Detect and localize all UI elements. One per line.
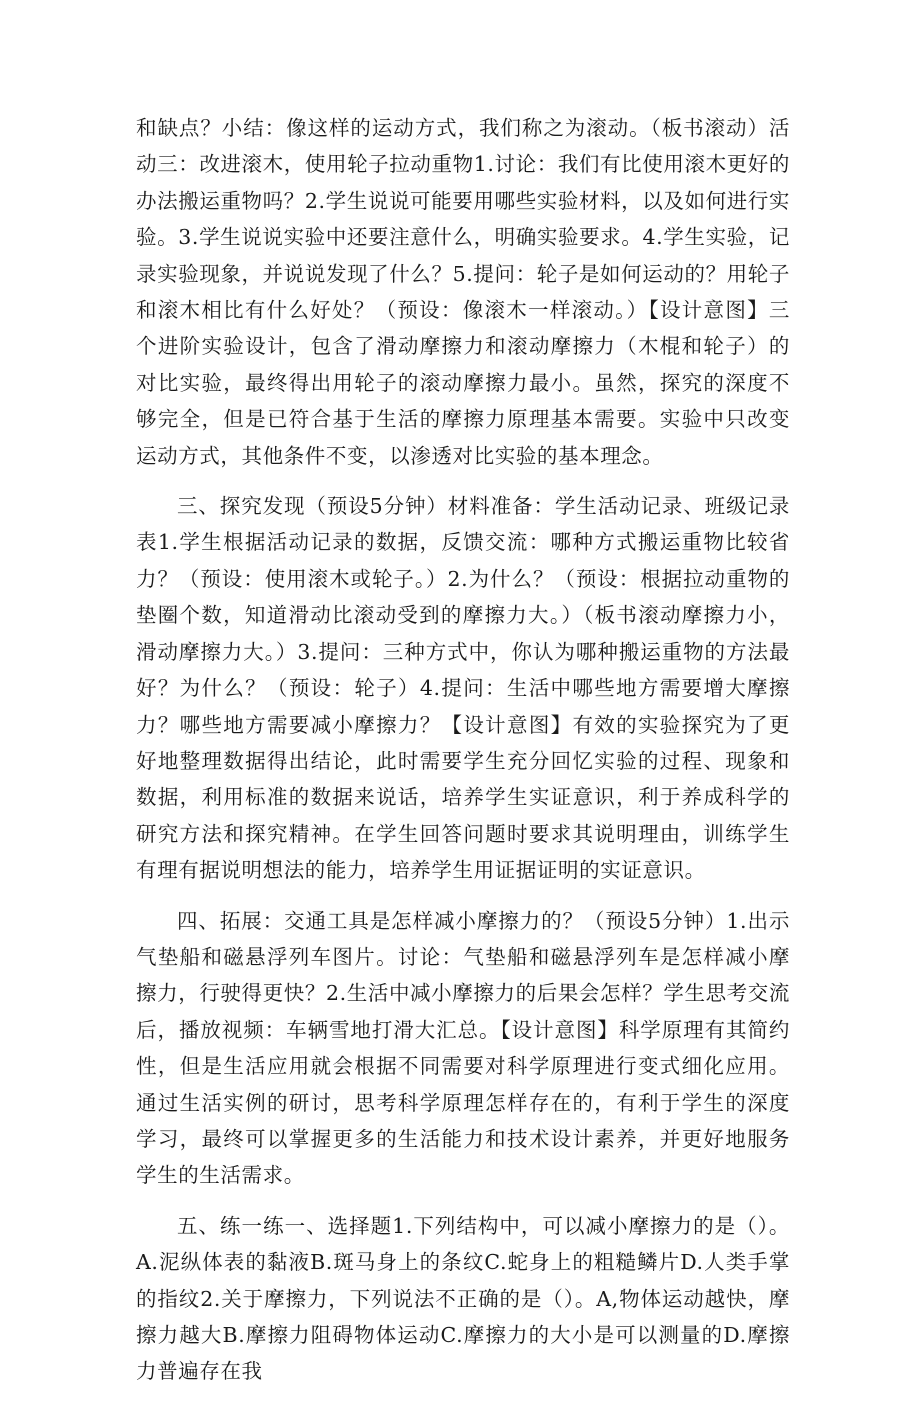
paragraph-exercises: 五、练一练一、选择题1.下列结构中，可以减小摩擦力的是（）。A.泥纵体表的黏液B.斑马身上的条纹C.蛇身上的粗糙鳞片D.人类手掌的指纹2.关于摩擦力，下列说法不正确的是（）。A,物体运动越快，摩擦力越大B.摩擦力阻碍物体运动C.摩擦力的大小是可以测量的D.摩擦力普遍存在我: [136, 1213, 790, 1384]
paragraph-explore-discover: 三、探究发现（预设5分钟）材料准备：学生活动记录、班级记录表1.学生根据活动记录的数据，反馈交流：哪种方式搬运重物比较省力？（预设：使用滚木或轮子。）2.为什么？（预设：根据拉动重物的垫圈个数，知道滑动比滚动受到的摩擦力大。）（板书滚动摩擦力小，滑动摩擦力大。）3.提问：三种方式中，你认为哪种搬运重物的方法最好？为什么？（预设：轮子）4.提问：生活中哪些地方需要增大摩擦力？哪些地方需要减小摩擦力？【设计意图】有效的实验探究为了更好地整理数据得出结论，此时需要学生充分回忆实验的过程、现象和数据，利用标准的数据来说话，培养学生实证意识，利于养成科学的研究方法和探究精神。在学生回答问题时要求其说明理由，训练学生有理有据说明想法的能力，培养学生用证据证明的实证意识。: [136, 494, 790, 883]
document-body: [136, 110, 790, 1404]
paragraph-activity-three: 和缺点？小结：像这样的运动方式，我们称之为滚动。（板书滚动）活动三：改进滚木，使用轮子拉动重物1.讨论：我们有比使用滚木更好的办法搬运重物吗？2.学生说说可能要用哪些实验材料，以及如何进行实验。3.学生说说实验中还要注意什么，明确实验要求。4.学生实验，记录实验现象，并说说发现了什么？5.提问：轮子是如何运动的？用轮子和滚木相比有什么好处？（预设：像滚木一样滚动。）【设计意图】三个进阶实验设计，包含了滑动摩擦力和滚动摩擦力（木棍和轮子）的对比实验，最终得出用轮子的滚动摩擦力最小。虽然，探究的深度不够完全，但是已符合基于生活的摩擦力原理基本需要。实验中只改变运动方式，其他条件不变，以渗透对比实验的基本理念。: [136, 116, 790, 468]
paragraph-extension: 四、拓展：交通工具是怎样减小摩擦力的？（预设5分钟）1.出示气垫船和磁悬浮列车图片。讨论：气垫船和磁悬浮列车是怎样减小摩擦力，行驶得更快？2.生活中减小摩擦力的后果会怎样？学生思考交流后，播放视频：车辆雪地打滑大汇总。【设计意图】科学原理有其简约性，但是生活应用就会根据不同需要对科学原理进行变式细化应用。通过生活实例的研讨，思考科学原理怎样存在的，有利于学生的深度学习，最终可以掌握更多的生活能力和技术设计素养，并更好地服务学生的生活需求。: [136, 908, 790, 1188]
